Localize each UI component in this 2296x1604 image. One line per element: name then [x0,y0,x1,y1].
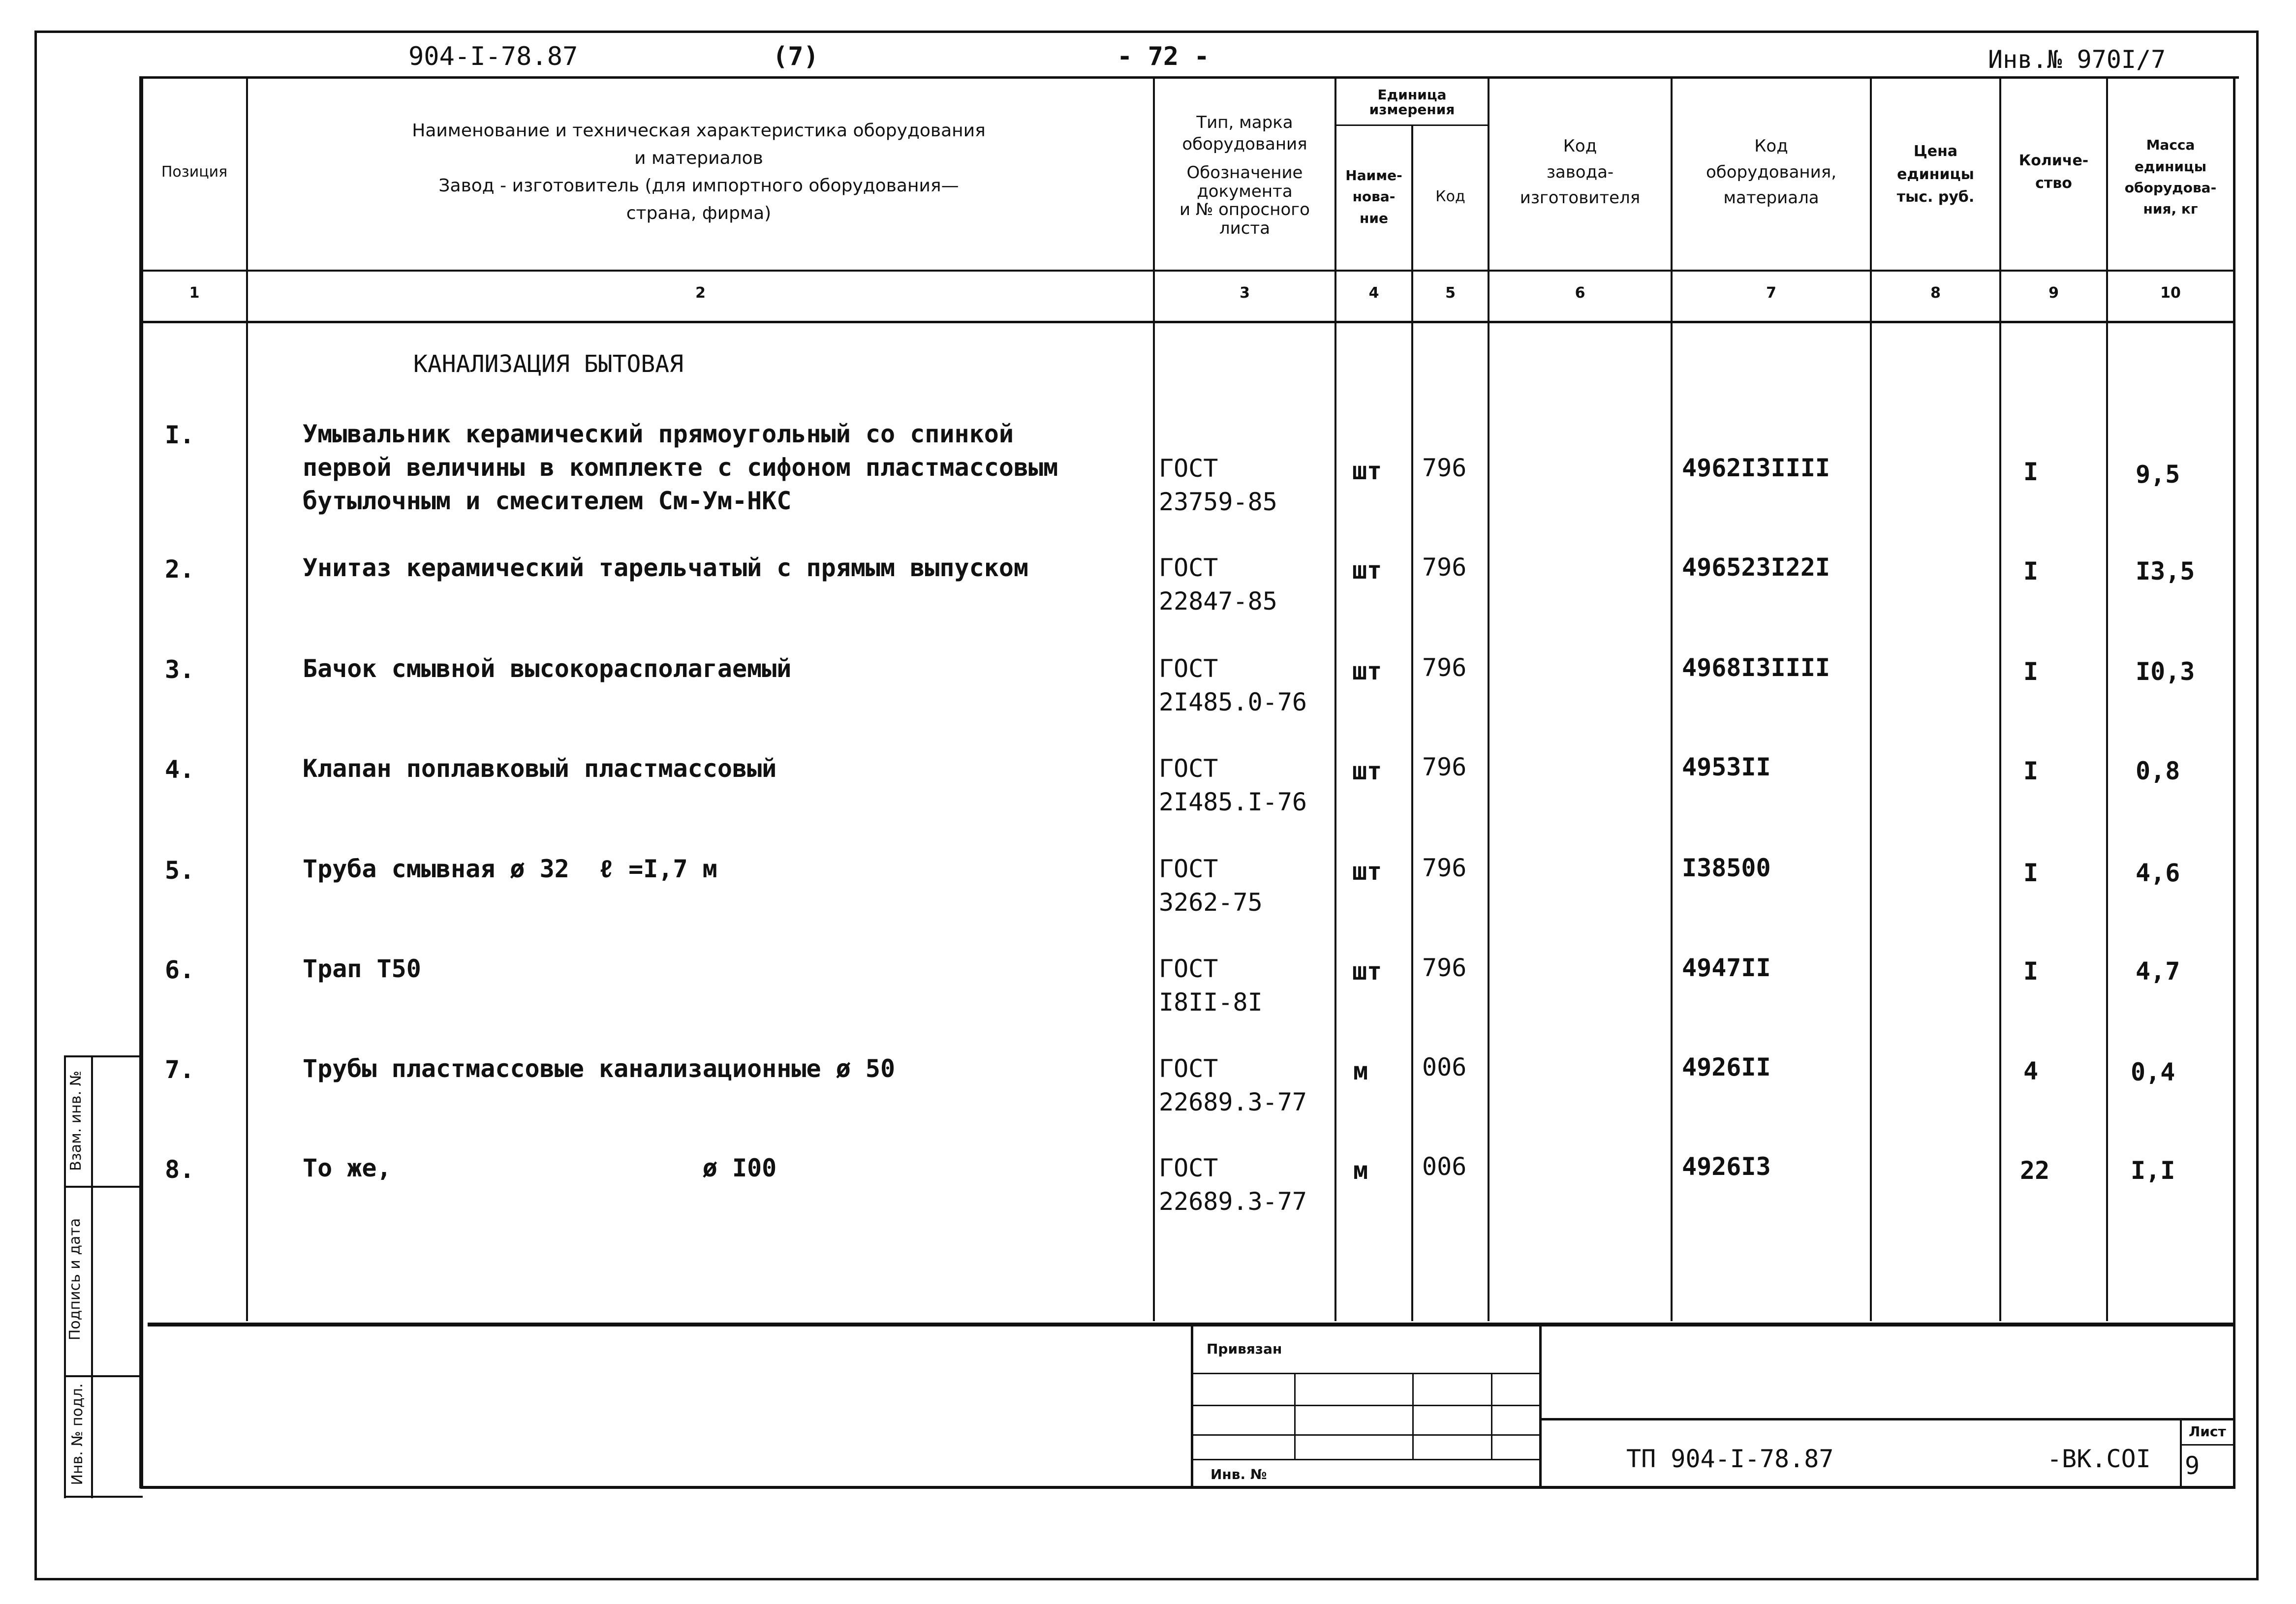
privyazan-grid-v1 [1294,1373,1296,1459]
col-line-7 [1870,76,1872,1321]
row-equipment-code: I38500 [1682,854,1771,882]
privyazan-grid-h1 [1193,1373,1540,1374]
header-mass: Масса единицы оборудова- ния, кг [2124,137,2217,217]
row-unit-code: 796 [1422,753,1467,781]
colnum-5: 5 [1445,284,1456,302]
row-unit-code: 796 [1422,854,1467,882]
row-mass: 4,6 [2136,859,2180,887]
row-equipment-code: 4926II [1682,1053,1771,1081]
row-unit-code: 006 [1422,1053,1467,1081]
privyazan-grid-v3 [1491,1373,1492,1459]
row-equipment-code: 4953II [1682,753,1771,781]
row-equipment-code: 4962I3IIII [1682,454,1831,482]
row-unit: м [1353,1156,1368,1185]
header-position: Позиция [161,163,228,181]
row-unit-code: 796 [1422,954,1467,982]
stamp-sheet-label: Лист [2189,1423,2226,1440]
side-strip-top [64,1055,140,1057]
side-strip-bottom [64,1496,143,1498]
row-unit-code: 796 [1422,454,1467,482]
stamp-doc-suffix: -ВК.СОI [2047,1445,2151,1473]
top-doc-code: 904-I-78.87 [408,42,578,71]
row-unit-code: 006 [1422,1152,1467,1181]
stamp-doc-code: ТП 904-I-78.87 [1626,1445,1834,1473]
col-line-2 [1153,76,1155,1321]
outer-frame-left [34,31,37,1580]
row-unit: шт [1352,657,1382,685]
header-name-line1: Наименование и техническая характеристика оборудования [412,121,986,141]
colnum-1: 1 [189,284,200,302]
row-equipment-code: 4968I3IIII [1682,653,1831,682]
privyazan-grid-h3 [1193,1434,1540,1436]
row-mass: 4,7 [2136,957,2180,986]
col-line-5 [1488,76,1489,1321]
row-type: ГОСТ 23759-85 [1159,454,1277,516]
privyazan-grid-v2 [1412,1373,1414,1459]
row-position: 6. [165,956,195,984]
header-manufacturer-code: Код завода- изготовителя [1520,136,1641,208]
col-line-4 [1411,125,1413,1321]
privyazan-grid-h4 [1193,1459,1540,1460]
side-label-podpis: Подпись и дата [66,1218,84,1341]
privyazan-grid-h2 [1193,1405,1540,1406]
colnum-8: 8 [1930,284,1941,302]
row-mass: 9,5 [2136,460,2180,489]
unit-group-divider [1334,124,1489,126]
header-unit-name: Наиме- нова- ние [1345,167,1402,226]
colnum-divider [140,321,2234,323]
header-quantity: Количе- ство [2018,152,2089,192]
colnum-6: 6 [1575,284,1585,302]
header-unit-code: Код [1435,187,1465,205]
row-type: ГОСТ 22689.3-77 [1159,1154,1307,1216]
header-unit-group: Единица измерения [1369,87,1455,118]
colnum-9: 9 [2048,284,2059,302]
row-mass: I0,3 [2136,657,2195,686]
header-equipment-code: Код оборудования, материала [1706,136,1837,208]
row-type: ГОСТ 2I485.0-76 [1159,654,1307,716]
header-type: Тип, марка оборудования Обозначение документа и № опросного листа [1179,113,1310,238]
outer-frame-top [34,31,2259,33]
colnum-7: 7 [1766,284,1776,302]
row-description: Клапан поплавковый пластмассовый [303,754,777,783]
top-section: (7) [773,42,819,71]
row-unit: м [1353,1057,1368,1085]
top-page-number: - 72 - [1117,42,1210,71]
row-description: Труба смывная ø 32 ℓ =I,7 м [303,855,717,883]
outer-frame-bottom [34,1578,2259,1580]
row-quantity: I [2023,557,2039,586]
header-name-line2: и материалов [634,148,763,169]
row-unit: шт [1352,957,1382,986]
row-type: ГОСТ 3262-75 [1159,855,1263,917]
row-position: 3. [165,655,195,684]
row-mass: I3,5 [2136,557,2195,586]
row-unit: шт [1352,556,1382,585]
titleblock-top [1542,1418,2235,1420]
row-unit: шт [1352,457,1382,485]
side-label-vzam: Взам. инв. № [67,1071,85,1171]
table-top-border [140,76,2239,79]
row-quantity: I [2023,458,2039,486]
col-line-6 [1671,76,1673,1321]
row-quantity: I [2023,957,2039,986]
row-quantity: 4 [2023,1057,2039,1085]
sheet-box-left [2180,1418,2182,1487]
row-position: 8. [165,1155,195,1184]
header-name [248,98,1149,246]
row-equipment-code: 4947II [1682,954,1771,982]
col-line-9 [2106,76,2108,1321]
colnum-3: 3 [1240,284,1250,302]
side-label-inv-podl: Инв. № подл. [69,1383,86,1485]
row-mass: I,I [2131,1156,2175,1185]
row-description: Унитаз керамический тарельчатый с прямым выпуском [303,554,1029,582]
row-type: ГОСТ 22689.3-77 [1159,1054,1307,1116]
stamp-privyazan-label: Привязан [1207,1341,1282,1357]
top-inventory-number: Инв.№ 970I/7 [1988,45,2166,74]
row-description: Трубы пластмассовые канализационные ø 50 [303,1054,896,1083]
row-type: ГОСТ 2I485.I-76 [1159,754,1307,816]
row-quantity: I [2023,859,2039,887]
row-equipment-code: 4926I3 [1682,1152,1771,1181]
side-strip-mid [91,1055,93,1498]
section-title: КАНАЛИЗАЦИЯ БЫТОВАЯ [413,350,684,378]
side-strip-div1 [64,1186,140,1188]
row-quantity: I [2023,757,2039,785]
col-line-8 [1999,76,2001,1321]
row-unit-code: 796 [1422,653,1467,682]
sheet-box-divider [2180,1444,2234,1446]
stamp-sheet-number: 9 [2185,1451,2200,1480]
row-description: То же, ø I00 [303,1154,777,1182]
colnum-4: 4 [1368,284,1379,302]
row-description: Умывальник керамический прямоугольный со спинкой первой величины в комплекте с сифоном пластмассовым бутылочным и смесителем См-Ум-НКС [303,420,1058,515]
row-unit: шт [1352,757,1382,785]
row-type: ГОСТ 22847-85 [1159,554,1277,616]
row-position: 5. [165,856,195,885]
row-description: Трап Т50 [303,955,421,983]
table-right-border [2233,76,2235,1488]
side-strip-left [64,1055,66,1498]
row-quantity: 22 [2020,1156,2050,1185]
row-mass: 0,8 [2136,757,2180,785]
row-description: Бачок смывной высокорасполагаемый [303,654,792,683]
row-quantity: I [2023,657,2039,686]
outer-frame-right [2256,31,2259,1580]
stamp-bottom-line [140,1486,2235,1489]
row-position: I. [165,421,195,449]
header-name-line3: Завод - изготовитель (для импортного оборудования— [438,176,959,196]
col-line-3 [1334,76,1336,1321]
header-name-line4: страна, фирма) [626,203,772,223]
col-line-1 [246,76,248,1321]
row-position: 4. [165,755,195,784]
row-position: 2. [165,555,195,584]
row-unit-code: 796 [1422,553,1467,582]
row-unit: шт [1352,857,1382,886]
row-type: ГОСТ I8II-8I [1159,955,1263,1017]
header-divider [140,270,2234,272]
row-equipment-code: 496523I22I [1682,553,1831,582]
colnum-2: 2 [695,284,706,302]
colnum-10: 10 [2160,284,2181,302]
row-position: 7. [165,1055,195,1084]
stamp-inv-label: Инв. № [1210,1466,1267,1482]
row-mass: 0,4 [2131,1058,2175,1086]
header-price: Цена единицы тыс. руб. [1896,143,1975,206]
